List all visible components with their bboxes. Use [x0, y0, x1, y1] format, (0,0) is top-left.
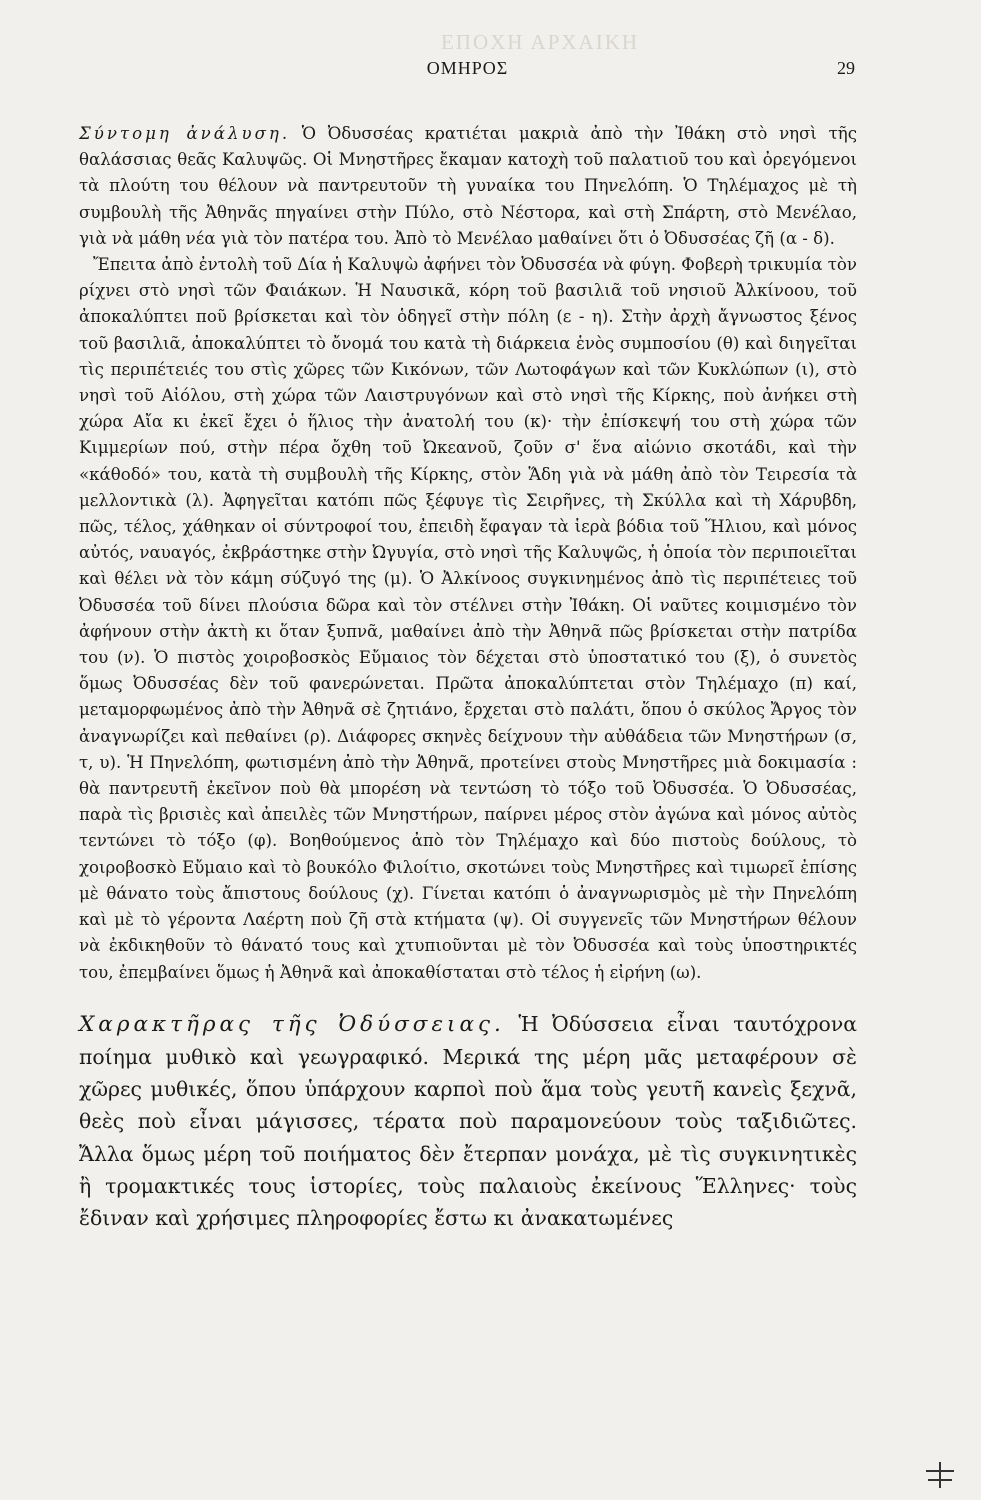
character-section — [79, 1008, 857, 1234]
character-paragraph-text: Ἡ Ὀδύσσεια εἶναι ταυτόχρονα ποίημα μυθικὸ καὶ γεωγραφικό. Μερικά της μέρη μᾶς μεταφέρουν σὲ χῶρες μυθικές, ὅπου ὑπάρχουν καρποὶ ποὺ ἅμα τοὺς γευτῆ κανεὶς ξεχνᾶ, θεὲς ποὺ εἶναι μάγισσες, τέρατα ποὺ παραμονεύουν τοὺς ταξιδιῶτες. Ἄλλα ὅμως μέρη τοῦ ποιήματος δὲν ἔτερπαν μονάχα, μὲ τὶς συγκινητικὲς ἢ τρομακτικές τους ἱστορίες, τοὺς παλαιοὺς ἐκείνους Ἕλληνες· τοὺς ἔδιναν καὶ χρήσιμες πληροφορίες ἔστω κι ἀνακατωμένες — [79, 1011, 857, 1230]
page-number: 29 — [837, 58, 855, 78]
summary-paragraph-1 — [79, 121, 857, 252]
registration-mark-icon — [926, 1462, 954, 1488]
summary-paragraph-1-text: Ὁ Ὀδυσσέας κρατιέται μακριὰ ἀπὸ τὴν Ἰθάκη στὸ νησὶ τῆς θαλάσσιας θεᾶς Καλυψῶς. Οἱ Μνηστῆρες ἔκαμαν κατοχὴ τοῦ παλατιοῦ του καὶ ὀρεγόμενοι τὰ πλούτη του θέλουν νὰ παντρευτοῦν τὴ γυναίκα του Πηνελόπη. Ὁ Τηλέμαχος μὲ τὴ συμβουλὴ τῆς Ἀθηνᾶς πηγαίνει στὴν Πύλο, στὸ Νέστορα, καὶ στὴ Σπάρτη, στὸ Μενέλαο, γιὰ νὰ μάθη νέα γιὰ τὸν πατέρα του. Ἀπὸ τὸ Μενέλαο μαθαίνει ὅτι ὁ Ὀδυσσέας ζῆ (α - δ). — [79, 124, 858, 248]
character-paragraph — [79, 1008, 857, 1234]
summary-heading: Σύντομη ἀνάλυση. — [79, 124, 291, 143]
page-header — [80, 58, 855, 88]
character-heading: Χαρακτῆρας τῆς Ὀδύσσειας. — [79, 1011, 505, 1037]
summary-section — [79, 121, 857, 986]
bleed-through-text: ΕΠΟΧΗ ΑΡΧΑΙΚΗ — [440, 30, 640, 54]
summary-paragraph-2: Ἔπειτα ἀπὸ ἐντολὴ τοῦ Δία ἡ Καλυψὼ ἀφήνει τὸν Ὀδυσσέα νὰ φύγη. Φοβερὴ τρικυμία τὸν ρίχνει στὸ νησὶ τῶν Φαιάκων. Ἡ Ναυσικᾶ, κόρη τοῦ βασιλιᾶ τοῦ νησιοῦ Ἀλκίνοου, τοῦ ἀποκαλύπτει ποῦ βρίσκεται καὶ τὸν ὁδηγεῖ στὴν πόλη (ε - η). Στὴν ἀρχὴ ἄγνωστος ξένος τοῦ βασιλιᾶ, ἀποκαλύπτει τὸ ὄνομά του κατὰ τὴ διάρκεια ἑνὸς συμποσίου (θ) καὶ διηγεῖται τὶς περιπέτειές του στὶς χῶρες τῶν Κικόνων, τῶν Λωτοφάγων καὶ τῶν Κυκλώπων (ι), στὸ νησὶ τοῦ Αἰόλου, στὴ χώρα τῶν Λαιστρυγόνων καὶ στὸ νησὶ τῆς Κίρκης, ποὺ ἀνήκει στὴ χώρα Αἴα κι ἐκεῖ ἔχει ὁ ἥλιος τὴν ἀνατολή του (κ)· τὴν ἐπίσκεψή του στὴ χώρα τῶν Κιμμερίων πού, στὴν πέρα ὄχθη τοῦ Ὠκεανοῦ, ζοῦν σ' ἕνα αἰώνιο σκοτάδι, καὶ τὴν «κάθοδό» του, κατὰ τὴ συμβουλὴ τῆς Κίρκης, στὸν Ἅδη γιὰ νὰ μάθη ἀπὸ τὸν Τειρεσία τὰ μελλοντικὰ (λ). Ἀφηγεῖται κατόπι πῶς ξέφυγε τὶς Σειρῆνες, τὴ Σκύλλα καὶ τὴ Χάρυβδη, πῶς, τέλος, χάθηκαν οἱ σύντροφοί του, ἐπειδὴ ἔφαγαν τὰ ἱερὰ βόδια τοῦ Ἥλιου, καὶ μόνος αὐτός, ναυαγός, ἐκβράστηκε στὴν Ὠγυγία, στὸ νησὶ τῆς Καλυψῶς, ἡ ὁποία τὸν περιποιεῖται καὶ θέλει νὰ τὸν κάμη σύζυγό της (μ). Ὁ Ἀλκίνοος συγκινημένος ἀπὸ τὶς περιπέτειες τοῦ Ὀδυσσέα τοῦ δίνει πλούσια δῶρα καὶ τὸν στέλνει στὴν Ἰθάκη. Οἱ ναῦτες κοιμισμένο τὸν ἀφήνουν στὴν ἀκτὴ κι ὅταν ξυπνᾶ, μαθαίνει ἀπὸ τὴν Ἀθηνᾶ πῶς βρίσκεται στὴν πατρίδα του (ν). Ὁ πιστὸς χοιροβοσκὸς Εὔμαιος τὸν δέχεται στὸ ὑποστατικό του (ξ), ὁ συνετὸς ὅμως Ὀδυσσέας δὲν τοῦ φανερώνεται. Πρῶτα ἀποκαλύπτεται στὸν Τηλέμαχο (π) καί, μεταμορφωμένος ἀπὸ τὴν Ἀθηνᾶ σὲ ζητιάνο, ἔρχεται στὸ παλάτι, ὅπου ὁ σκύλος Ἄργος τὸν ἀναγνωρίζει καὶ πεθαίνει (ρ). Διάφορες σκηνὲς δείχνουν τὴν αὐθάδεια τῶν Μνηστήρων (σ, τ, υ). Ἡ Πηνελόπη, φωτισμένη ἀπὸ τὴν Ἀθηνᾶ, προτείνει στοὺς Μνηστῆρες μιὰ δοκιμασία : θὰ παντρευτῆ ἐκεῖνον ποὺ θὰ μπορέση νὰ τεντώση τὸ τόξο τοῦ Ὀδυσσέα. Ὁ Ὀδυσσέας, παρὰ τὶς βρισιὲς καὶ ἀπειλὲς τῶν Μνηστήρων, παίρνει μέρος στὸν ἀγώνα καὶ μόνος αὐτὸς τεντώνει τὸ τόξο (φ). Βοηθούμενος ἀπὸ τὸν Τηλέμαχο καὶ δύο πιστοὺς δούλους, τὸ χοιροβοσκὸ Εὔμαιο καὶ τὸ βουκόλο Φιλοίτιο, σκοτώνει τοὺς Μνηστῆρες καὶ τιμωρεῖ ἐπίσης μὲ θάνατο τοὺς ἄπιστους δούλους (χ). Γίνεται κατόπι ὁ ἀναγνωρισμὸς μὲ τὴν Πηνελόπη καὶ μὲ τὸ γέροντα Λαέρτη ποὺ ζῆ στὰ κτήματα (ψ). Οἱ συγγενεῖς τῶν Μνηστήρων θέλουν νὰ ἐκδικηθοῦν τὸ θάνατό τους καὶ χτυπιοῦνται μὲ τὸν Ὀδυσσέα καὶ τοὺς ὑποστηρικτές του, ἐπεμβαίνει ὅμως ἡ Ἀθηνᾶ καὶ ἀποκαθίσταται στὸ τέλος ἡ εἰρήνη (ω). — [79, 255, 857, 982]
running-title: ΟΜΗΡΟΣ — [426, 58, 509, 78]
page-body — [79, 121, 857, 1234]
